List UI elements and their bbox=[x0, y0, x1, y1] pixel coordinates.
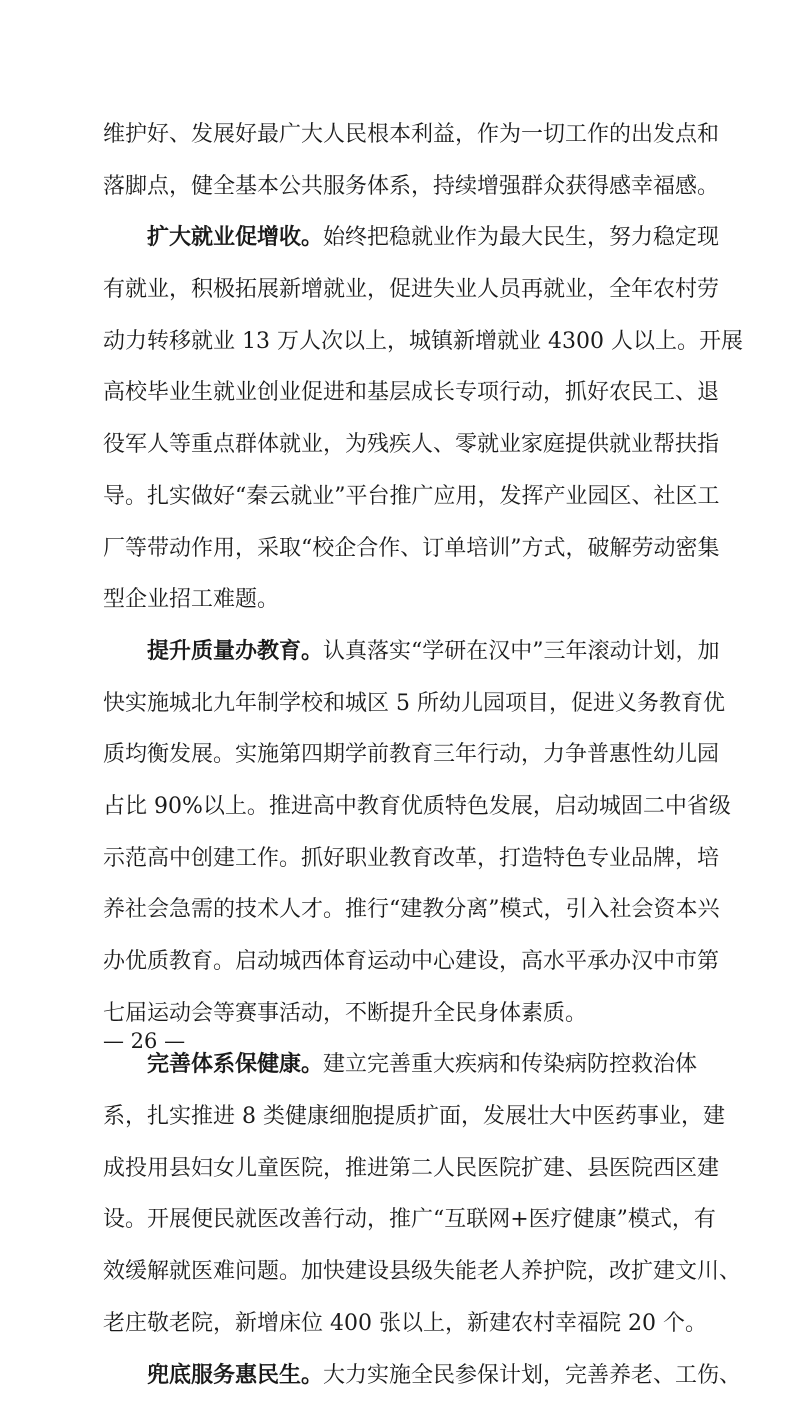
text-line: 成投用县妇女儿童医院，推进第二人民医院扩建、县医院西区建 bbox=[103, 1143, 693, 1195]
text-line: 老庄敬老院，新增床位 400 张以上，新建农村幸福院 20 个。 bbox=[103, 1298, 693, 1350]
text-line: 设。开展便民就医改善行动，推广“互联网+医疗健康”模式，有 bbox=[103, 1194, 693, 1246]
text-line: 动力转移就业 13 万人次以上，城镇新增就业 4300 人以上。开展 bbox=[103, 316, 693, 368]
paragraph-first-line bbox=[103, 626, 693, 678]
text-line: 占比 90%以上。推进高中教育优质特色发展，启动城固二中省级 bbox=[103, 781, 693, 833]
text-run: 大力实施全民参保计划，完善养老、工伤、 bbox=[323, 1363, 741, 1388]
text-run: 建立完善重大疾病和传染病防控救治体 bbox=[323, 1052, 697, 1077]
text-line: 役军人等重点群体就业，为残疾人、零就业家庭提供就业帮扶指 bbox=[103, 419, 693, 471]
text-line: 落脚点，健全基本公共服务体系，持续增强群众获得感幸福感。 bbox=[103, 161, 693, 213]
text-line: 办优质教育。启动城西体育运动中心建设，高水平承办汉中市第 bbox=[103, 936, 693, 988]
text-line: 维护好、发展好最广大人民根本利益，作为一切工作的出发点和 bbox=[103, 109, 693, 161]
text-line: 有就业，积极拓展新增就业，促进失业人员再就业，全年农村劳 bbox=[103, 264, 693, 316]
text-line: 效缓解就医难问题。加快建设县级失能老人养护院，改扩建文川、 bbox=[103, 1246, 693, 1298]
text-line: 厂等带动作用，采取“校企合作、订单培训”方式，破解劳动密集 bbox=[103, 523, 693, 575]
text-line: 养社会急需的技术人才。推行“建教分离”模式，引入社会资本兴 bbox=[103, 884, 693, 936]
paragraph-first-line bbox=[103, 1039, 693, 1091]
body-text bbox=[103, 109, 693, 1401]
text-line: 质均衡发展。实施第四期学前教育三年行动，力争普惠性幼儿园 bbox=[103, 729, 693, 781]
paragraph-first-line bbox=[103, 1350, 693, 1401]
text-line: 系，扎实推进 8 类健康细胞提质扩面，发展壮大中医药事业，建 bbox=[103, 1091, 693, 1143]
text-run: 认真落实“学研在汉中”三年滚动计划，加 bbox=[323, 639, 720, 664]
paragraph-first-line bbox=[103, 212, 693, 264]
section-heading-education: 提升质量办教育。 bbox=[147, 638, 323, 664]
section-heading-health: 完善体系保健康。 bbox=[147, 1051, 323, 1077]
text-line: 导。扎实做好“秦云就业”平台推广应用，发挥产业园区、社区工 bbox=[103, 471, 693, 523]
page-number: — 26 — bbox=[103, 1026, 185, 1056]
text-run: 始终把稳就业作为最大民生，努力稳定现 bbox=[323, 225, 719, 250]
text-line: 示范高中创建工作。抓好职业教育改革，打造特色专业品牌，培 bbox=[103, 833, 693, 885]
text-line: 七届运动会等赛事活动，不断提升全民身体素质。 bbox=[103, 988, 693, 1040]
text-line: 高校毕业生就业创业促进和基层成长专项行动，抓好农民工、退 bbox=[103, 367, 693, 419]
section-heading-welfare: 兜底服务惠民生。 bbox=[147, 1362, 323, 1388]
text-line: 型企业招工难题。 bbox=[103, 574, 693, 626]
section-heading-employment: 扩大就业促增收。 bbox=[147, 224, 323, 250]
text-line: 快实施城北九年制学校和城区 5 所幼儿园项目，促进义务教育优 bbox=[103, 678, 693, 730]
